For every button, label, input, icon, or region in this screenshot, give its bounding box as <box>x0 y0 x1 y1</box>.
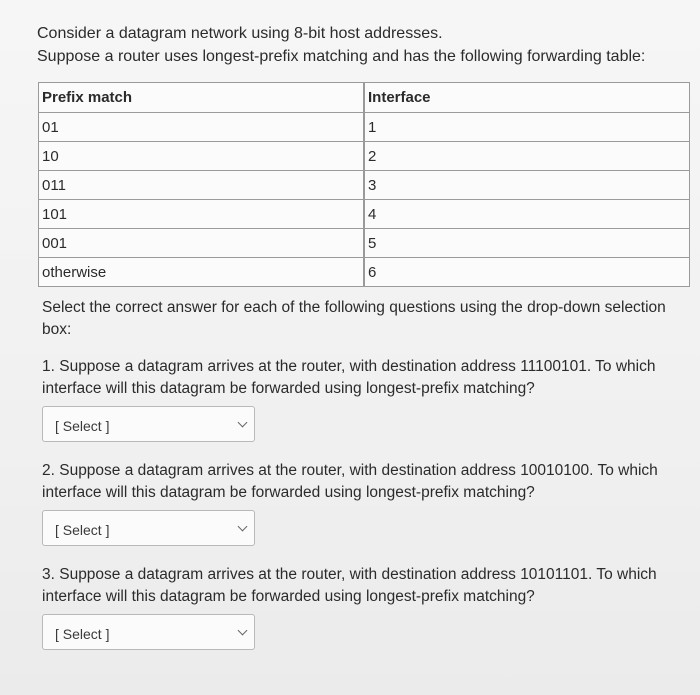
interface-header: Interface <box>365 83 690 113</box>
intro-line-2: Suppose a router uses longest-prefix matching and has the following forwarding table: <box>37 48 646 65</box>
question-1-text: 1. Suppose a datagram arrives at the router, with destination address 11100101. To which interface will this datagram be forwarded using longest-prefix matching? <box>42 358 656 397</box>
interface-cell: 6 <box>365 258 690 287</box>
select-placeholder: [ Select ] <box>55 522 110 538</box>
table-row <box>39 171 690 200</box>
prefix-cell: 001 <box>39 229 364 258</box>
interface-cell: 3 <box>365 171 690 200</box>
chevron-down-icon <box>238 626 248 636</box>
question-2-text: 2. Suppose a datagram arrives at the router, with destination address 10010100. To which interface will this datagram be forwarded using longest-prefix matching? <box>42 462 658 501</box>
table-row <box>39 258 690 287</box>
intro-line-1: Consider a datagram network using 8-bit host addresses. <box>37 25 443 42</box>
question-3-text: 3. Suppose a datagram arrives at the router, with destination address 10101101. To which interface will this datagram be forwarded using longest-prefix matching? <box>42 566 657 605</box>
interface-cell: 1 <box>365 113 690 142</box>
question-3-answer-select[interactable] <box>42 614 255 650</box>
prefix-match-header: Prefix match <box>39 83 364 113</box>
table-header-row <box>39 83 690 113</box>
question-1-answer-select[interactable] <box>42 406 255 442</box>
forwarding-table <box>38 82 690 287</box>
intro-text <box>37 22 645 68</box>
question-1 <box>42 356 682 442</box>
instructions-text: Select the correct answer for each of the following questions using the drop-down selection box: <box>42 299 666 338</box>
table-row <box>39 142 690 171</box>
question-3 <box>42 564 682 650</box>
chevron-down-icon <box>238 522 248 532</box>
prefix-cell: 01 <box>39 113 364 142</box>
select-placeholder: [ Select ] <box>55 418 110 434</box>
interface-cell: 4 <box>365 200 690 229</box>
question-2-answer-select[interactable] <box>42 510 255 546</box>
table-row <box>39 113 690 142</box>
table-row <box>39 200 690 229</box>
question-2 <box>42 460 682 546</box>
prefix-cell: 011 <box>39 171 364 200</box>
prefix-cell: 101 <box>39 200 364 229</box>
interface-cell: 2 <box>365 142 690 171</box>
chevron-down-icon <box>238 418 248 428</box>
table-row <box>39 229 690 258</box>
prefix-cell: 10 <box>39 142 364 171</box>
prefix-cell: otherwise <box>39 258 364 287</box>
interface-cell: 5 <box>365 229 690 258</box>
select-placeholder: [ Select ] <box>55 626 110 642</box>
